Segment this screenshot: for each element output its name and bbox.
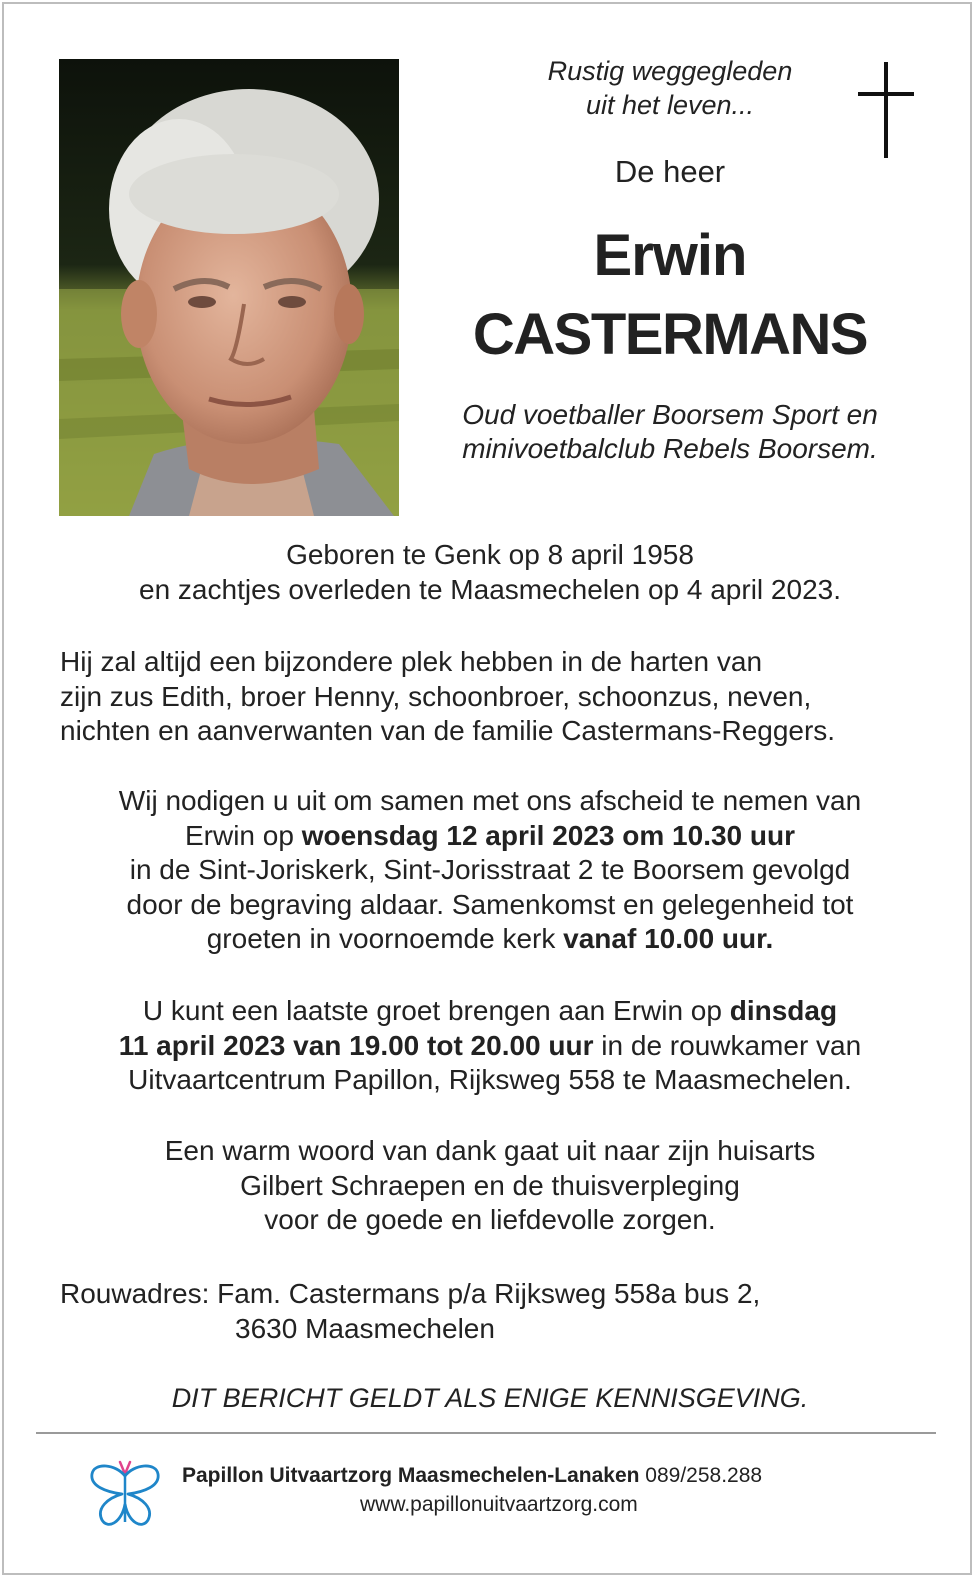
line-text: groeten in voornoemde kerk	[206, 923, 564, 954]
paragraph-line	[40, 922, 940, 957]
divider	[36, 1432, 936, 1434]
honorific: De heer	[614, 154, 726, 189]
visitation-date: 11 april 2023 van 19.00 tot 20.00 uur	[118, 1029, 594, 1061]
paragraph-line: nichten en aanverwanten van de familie Castermans-Reggers.	[60, 715, 836, 746]
line-text: U kunt een laatste groet brengen aan Erwin op	[142, 995, 730, 1026]
paragraph-line: voor de goede en liefdevolle zorgen.	[264, 1204, 716, 1235]
funeral-home-name: Papillon Uitvaartzorg Maasmechelen-Lanaken	[182, 1464, 640, 1487]
paragraph-line: Geboren te Genk op 8 april 1958	[286, 539, 694, 570]
family-paragraph	[60, 645, 940, 749]
paragraph-line: Een warm woord van dank gaat uit naar zijn huisarts	[164, 1135, 816, 1166]
paragraph-line	[40, 819, 940, 854]
paragraph-line: door de begraving aldaar. Samenkomst en gelegenheid tot	[126, 888, 854, 920]
paragraph-line	[40, 1029, 940, 1064]
paragraph-line: Hij zal altijd een bijzondere plek hebben in de harten van	[60, 646, 763, 677]
quote-line: Rustig weggegleden	[547, 56, 793, 86]
notice-statement: DIT BERICHT GELDT ALS ENIGE KENNISGEVING.	[171, 1383, 809, 1413]
club-line: minivoetbalclub Rebels Boorsem.	[462, 433, 878, 464]
invitation-paragraph	[40, 784, 940, 957]
club-description	[420, 398, 920, 466]
paragraph-line: 3630 Maasmechelen	[235, 1312, 495, 1344]
mourning-address	[60, 1277, 940, 1346]
paragraph-line	[40, 994, 940, 1029]
quote-line: uit het leven...	[585, 90, 755, 120]
paragraph-line: Rouwadres: Fam. Castermans p/a Rijksweg 558a bus 2,	[60, 1278, 761, 1309]
club-line: Oud voetballer Boorsem Sport en	[462, 399, 878, 430]
line-text: Erwin op	[184, 819, 302, 851]
paragraph-line: Wij nodigen u uit om samen met ons afscheid te nemen van	[118, 785, 862, 816]
funeral-home-line	[182, 1462, 762, 1490]
quote	[420, 54, 920, 122]
paragraph-line: Gilbert Schraepen en de thuisverpleging	[240, 1169, 740, 1201]
portrait-photo	[59, 59, 399, 516]
funeral-home-phone: 089/258.288	[639, 1464, 763, 1487]
funeral-date: woensdag 12 april 2023 om 10.30 uur	[301, 819, 796, 851]
birth-death-paragraph	[60, 538, 920, 607]
gathering-time: vanaf 10.00 uur.	[563, 923, 774, 954]
visitation-day: dinsdag	[729, 995, 838, 1026]
paragraph-line: zijn zus Edith, broer Henny, schoonbroer, schoonzus, neven,	[60, 680, 812, 712]
paragraph-line: in de Sint-Joriskerk, Sint-Jorisstraat 2 te Boorsem gevolgd	[129, 854, 851, 885]
paragraph-line: en zachtjes overleden te Maasmechelen op 4 april 2023.	[139, 573, 841, 605]
butterfly-logo-icon	[86, 1456, 164, 1532]
paragraph-line: Uitvaartcentrum Papillon, Rijksweg 558 te Maasmechelen.	[128, 1064, 852, 1095]
first-name: Erwin	[593, 223, 747, 288]
funeral-home-website: www.papillonuitvaartzorg.com	[360, 1493, 638, 1516]
visitation-paragraph	[40, 994, 940, 1098]
last-name: CASTERMANS	[472, 302, 868, 367]
line-text: in de rouwkamer van	[593, 1029, 862, 1061]
thanks-paragraph	[40, 1134, 940, 1238]
